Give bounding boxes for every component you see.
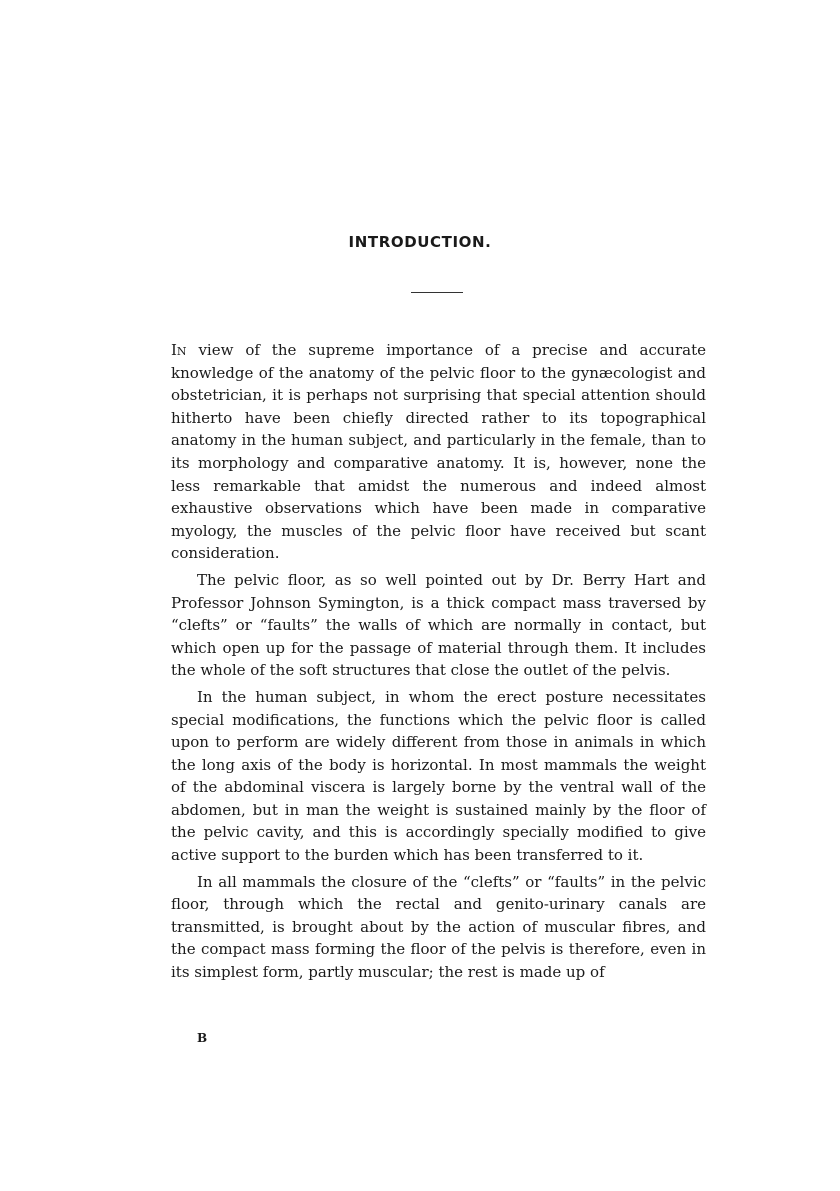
paragraph-2: The pelvic floor, as so well pointed out by Dr. Berry Hart and Professor Johnson Symington, is a thick compact mass traversed by “clefts” or “faults” the walls of which are normally in contact, but which open up for the passage of material through them. It includes the whole of the soft structures that close the outlet of the pelvis. (171, 570, 706, 680)
title-divider (411, 292, 463, 293)
paragraph-3: In the human subject, in whom the erect posture necessitates special modifications, the functions which the pelvic floor is called upon to perform are widely different from those in animals in which the long axis of the body is horizontal. In most mammals the weight of the abdominal viscera is largely borne by the ventral wall of the abdomen, but in man the weight is sustained mainly by the floor of the pelvic cavity, and this is accordingly specially modified to give active support to the burden which has been transferred to it. (171, 687, 706, 865)
paragraph-4: In all mammals the closure of the “clefts” or “faults” in the pelvic floor, through which the rectal and genito-urinary canals are transmitted, is brought about by the action of muscular fibres, and the compact mass forming the floor of the pelvis is therefore, even in its simplest form, partly muscular; the rest is made up of (171, 872, 706, 982)
paragraph-lead-word: In (171, 341, 187, 359)
body-text (171, 339, 706, 988)
page-title: INTRODUCTION. (348, 233, 492, 251)
paragraph-1 (171, 339, 706, 565)
paragraph-text: view of the supreme importance of a precise and accurate knowledge of the anatomy of the pelvic floor to the gynæcologist and obstetrician, it is perhaps not surprising that special attention should hitherto have been chiefly directed rather to its topographical anatomy in the human subject, and particularly in the female, than to its morphology and comparative anatomy. It is, however, none the less remarkable that amidst the numerous and indeed almost exhaustive observations which have been made in comparative myology, the muscles of the pelvic floor have received but scant consideration. (171, 341, 706, 563)
signature-mark: B (197, 1031, 208, 1045)
